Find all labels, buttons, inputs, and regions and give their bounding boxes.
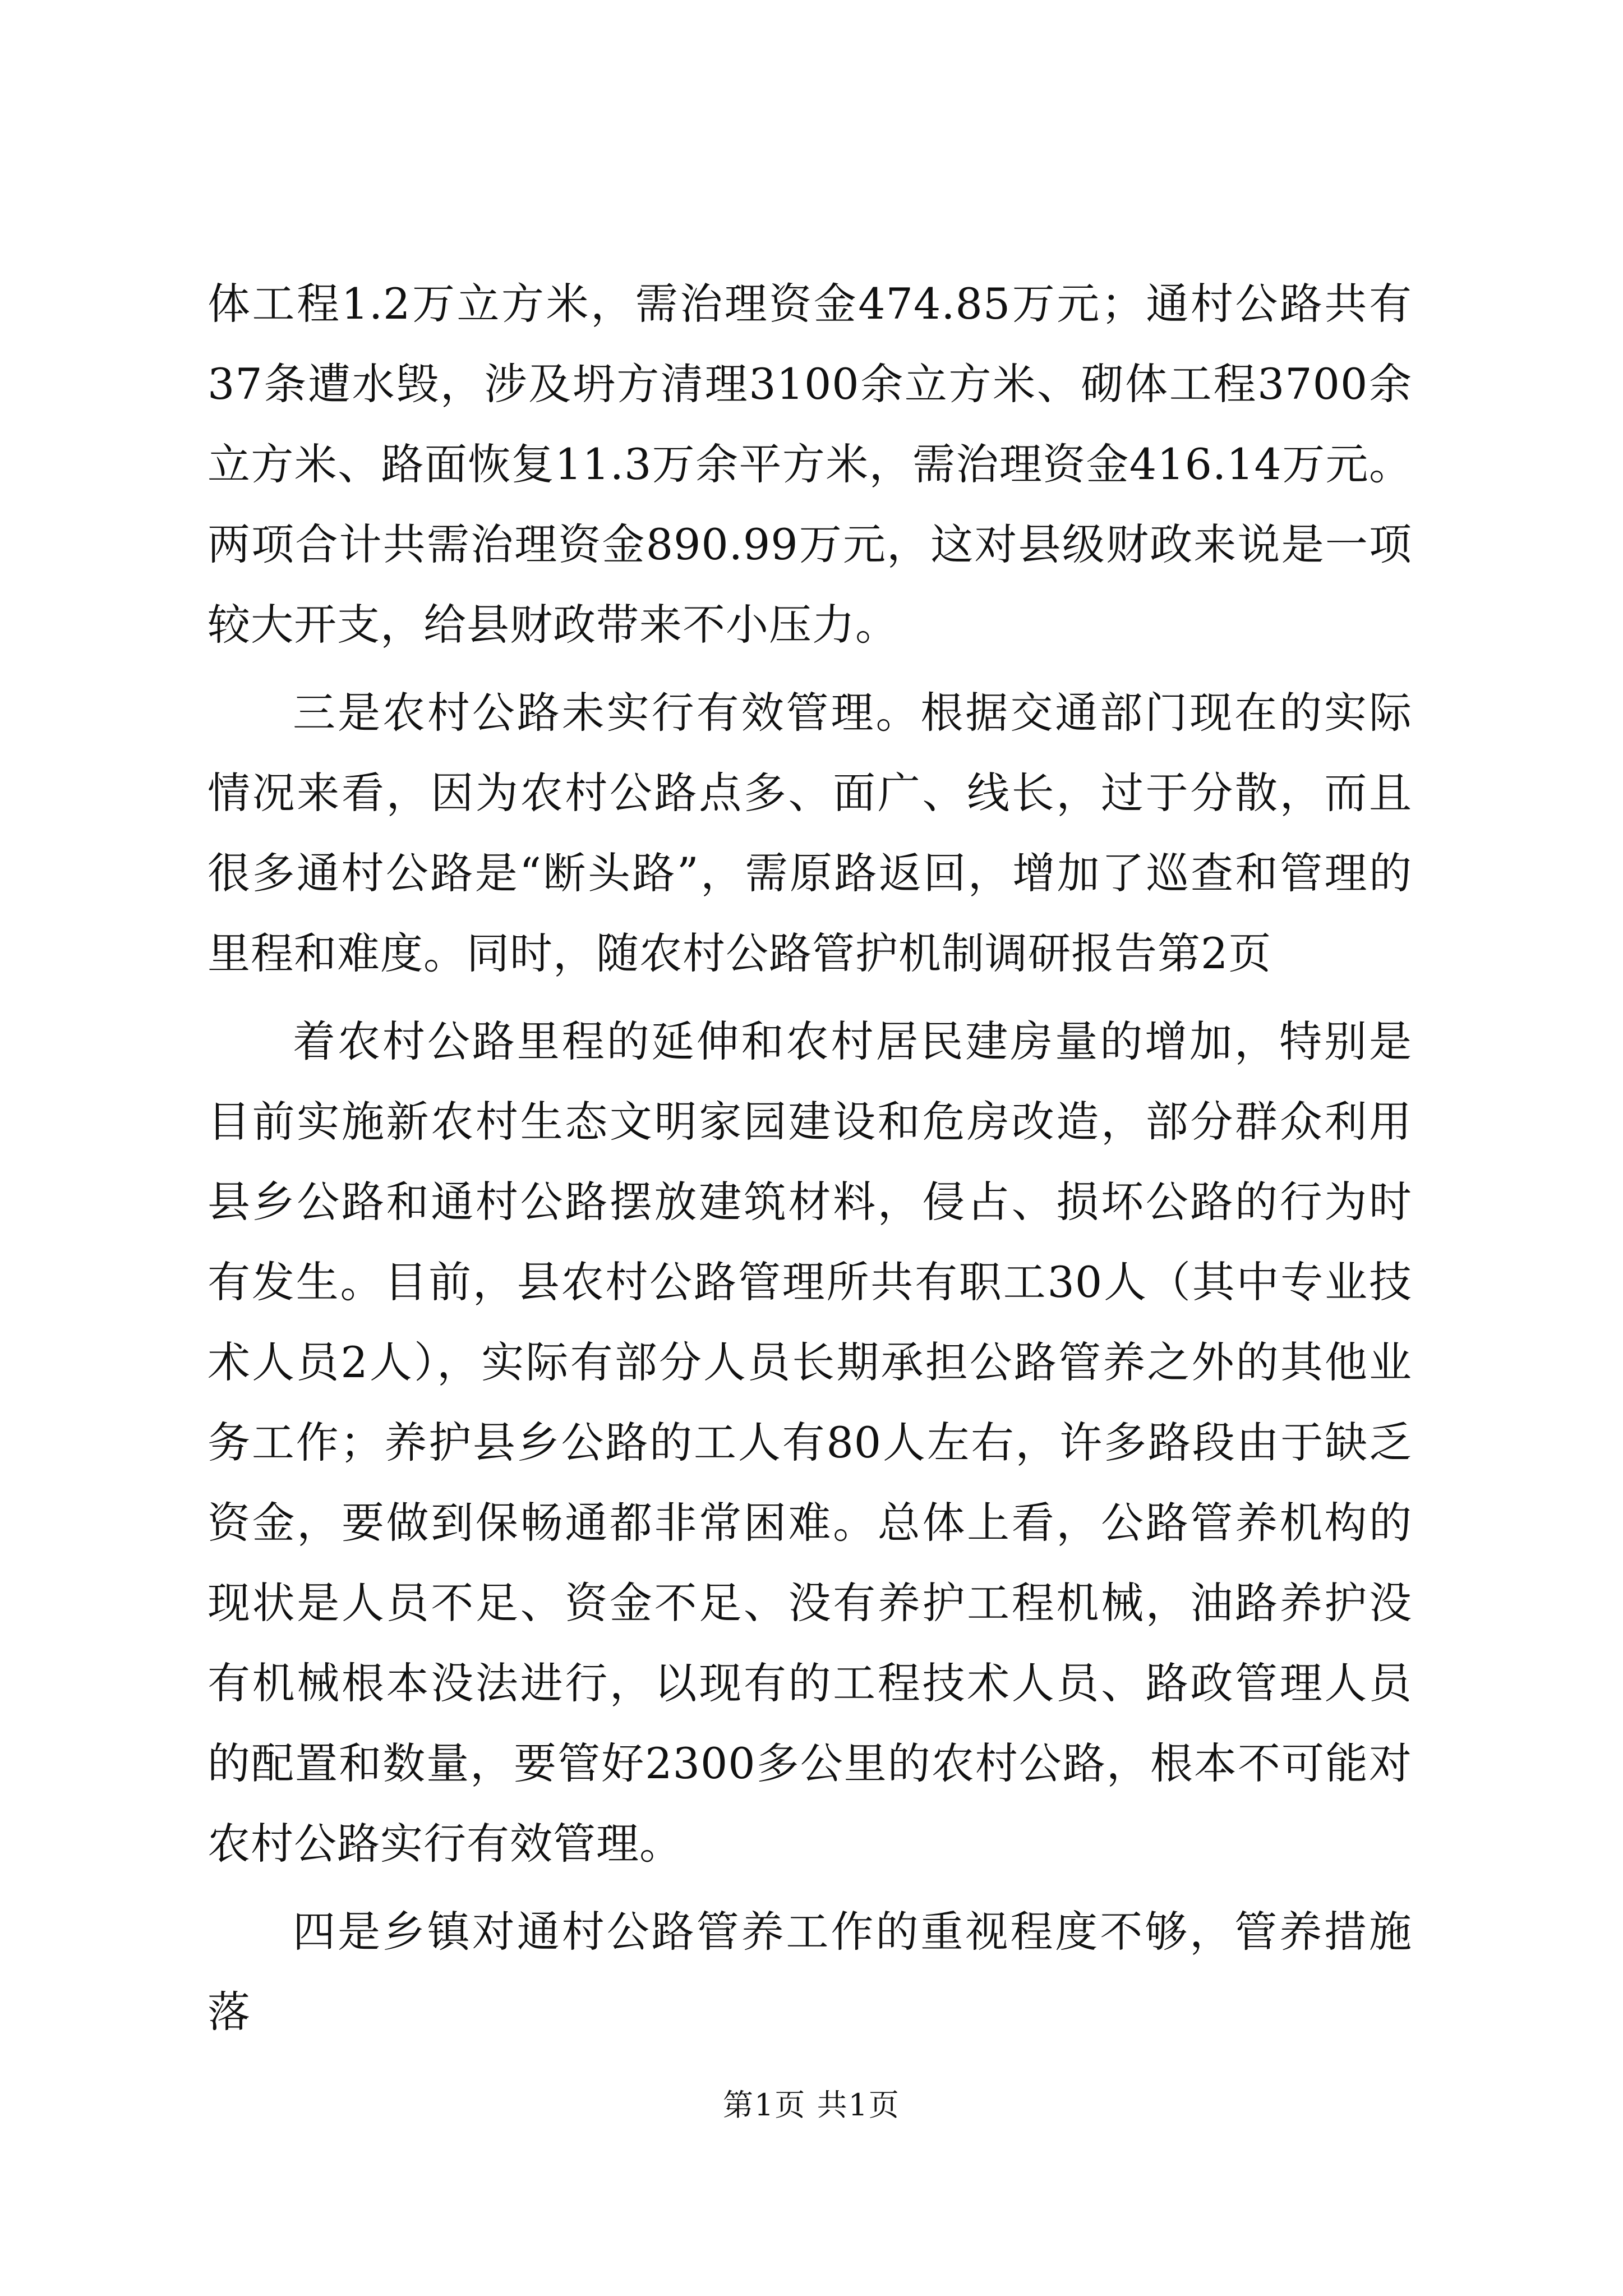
paragraph-4: 四是乡镇对通村公路管养工作的重视程度不够，管养措施落 [208,1907,1412,2037]
paragraph-gap [208,1884,1412,1892]
paragraph-gap [208,993,1412,1001]
paragraph-gap [208,665,1412,673]
page-number-footer: 第1页 共1页 [723,2087,900,2123]
paragraph-2: 三是农村公路未实行有效管理。根据交通部门现在的实际情况来看，因为农村公路点多、面广、线长，过于分散，而且很多通村公路是“断头路”，需原路返回，增加了巡查和管理的里程和难度。同时，随农村公路管护机制调研报告第2页 [208,688,1412,978]
paragraph-1: 体工程1.2万立方米，需治理资金474.85万元；通村公路共有37条遭水毁，涉及坍方清理3100余立方米、砌体工程3700余立方米、路面恢复11.3万余平方米，需治理资金416.14万元。两项合计共需治理资金890.99万元，这对县级财政来说是一项较大开支，给县财政带来不小压力。 [208,279,1412,650]
document-body [208,264,1412,2052]
paragraph-3: 着农村公路里程的延伸和农村居民建房量的增加，特别是目前实施新农村生态文明家园建设和危房改造，部分群众利用县乡公路和通村公路摆放建筑材料，侵占、损坏公路的行为时有发生。目前，县农村公路管理所共有职工30人（其中专业技术人员2人），实际有部分人员长期承担公路管养之外的其他业务工作；养护县乡公路的工人有80人左右，许多路段由于缺乏资金，要做到保畅通都非常困难。总体上看，公路管养机构的现状是人员不足、资金不足、没有养护工程机械，油路养护没有机械根本没法进行，以现有的工程技术人员、路政管理人员的配置和数量，要管好2300多公里的农村公路，根本不可能对农村公路实行有效管理。 [208,1016,1412,1869]
